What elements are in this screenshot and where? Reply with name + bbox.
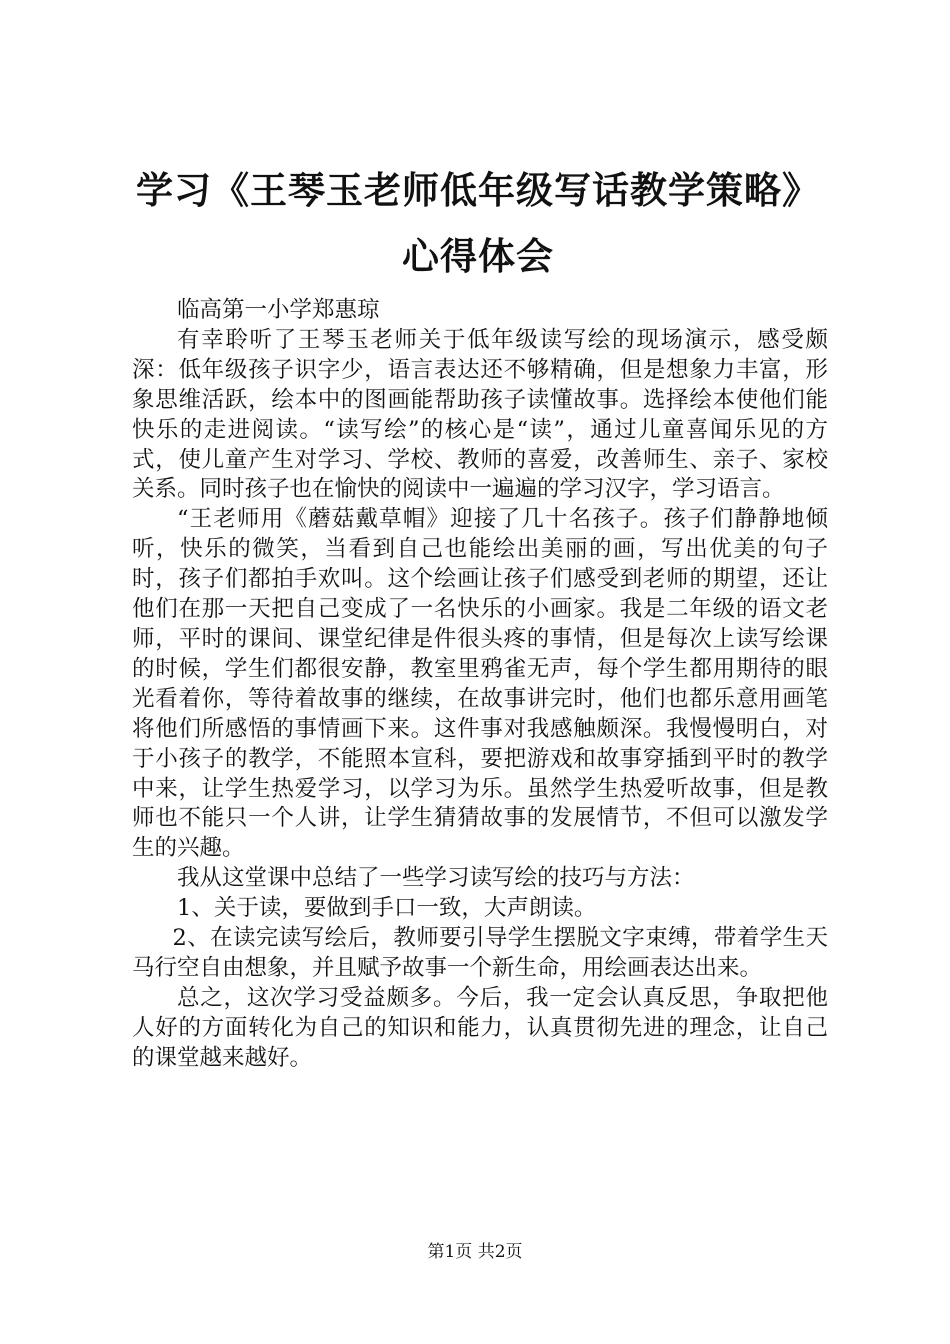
list-item-2: 2、在读完读写绘后，教师要引导学生摆脱文字束缚，带着学生天马行空自由想象，并且赋予故事一个新生命，用绘画表达出来。: [132, 925, 828, 981]
list-item-1: 1、关于读，要做到手口一致，大声朗读。: [177, 895, 597, 922]
document-body: [132, 296, 828, 1074]
author-line: 临高第一小学郑惠琼: [177, 297, 380, 323]
paragraph-conclusion: 总之，这次学习受益颇多。今后，我一定会认真反思，争取把他人好的方面转化为自己的知识和能力，认真贯彻先进的理念，让自己的课堂越来越好。: [132, 984, 828, 1071]
paragraph-intro: 有幸聆听了王琴玉老师关于低年级读写绘的现场演示，感受颇深：低年级孩子识字少，语言表达还不够精确，但是想象力丰富，形象思维活跃，绘本中的图画能帮助孩子读懂故事。选择绘本使他们能快乐的走进阅读。“读写绘”的核心是“读”，通过儿童喜闻乐见的方式，使儿童产生对学习、学校、教师的喜爱，改善师生、亲子、家校关系。同时孩子也在愉快的阅读中一遍遍的学习汉字，学习语言。: [132, 326, 828, 503]
paragraph-story: “王老师用《蘑菇戴草帽》迎接了几十名孩子。孩子们静静地倾听，快乐的微笑，当看到自己也能绘出美丽的画，写出优美的句子时，孩子们都拍手欢叫。这个绘画让孩子们感受到老师的期望，还让他们在那一天把自己变成了一名快乐的小画家。我是二年级的语文老师，平时的课间、课堂纪律是件很头疼的事情，但是每次上读写绘课的时候，学生们都很安静，教室里鸦雀无声，每个学生都用期待的眼光看着你，等待着故事的继续，在故事讲完时，他们也都乐意用画笔将他们所感悟的事情画下来。这件事对我感触颇深。我慢慢明白，对于小孩子的教学，不能照本宣科，要把游戏和故事穿插到平时的教学中来，让学生热爱学习，以学习为乐。虽然学生热爱听故事，但是教师也不能只一个人讲，让学生猜猜故事的发展情节，不但可以激发学生的兴趣。: [132, 506, 828, 862]
page-footer: 第1页 共2页: [427, 1242, 523, 1262]
document-title: 学习《王琴玉老师低年级写话教学策略》心得体会: [136, 169, 820, 278]
paragraph-summary-lead: 我从这堂课中总结了一些学习读写绘的技巧与方法：: [177, 865, 695, 892]
